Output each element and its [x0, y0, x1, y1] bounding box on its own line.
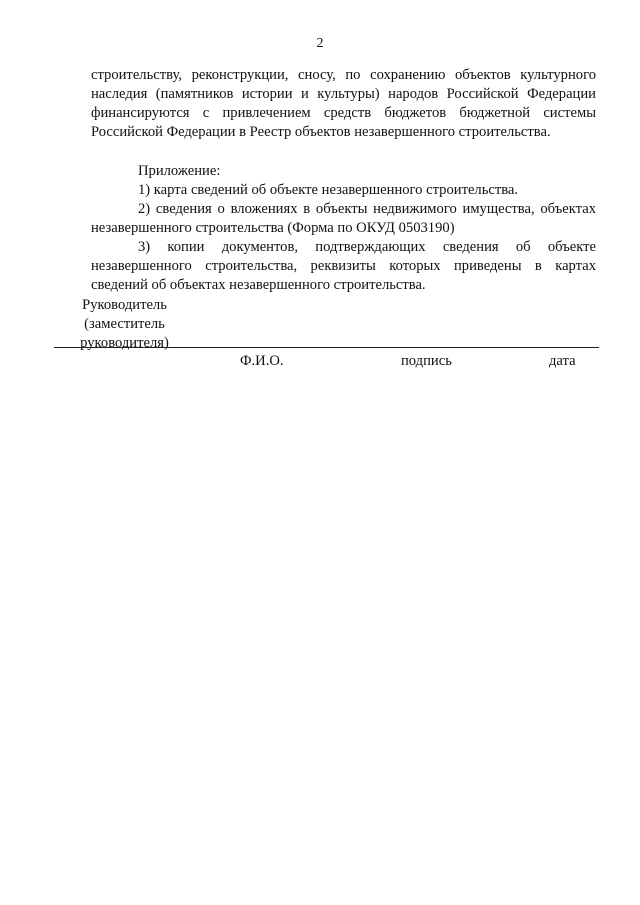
- date-caption: дата: [549, 353, 576, 369]
- signatory-role: [73, 296, 176, 353]
- attachments-heading: Приложение:: [138, 163, 221, 179]
- intro-paragraph: строительству, реконструкции, сносу, по сохранению объектов культурного наследия (памятников истории и культуры) народов Российской Федерации финансируются с привлечением средств бюджетов бюджетной системы Российской Федерации в Реестр объектов незавершенного строительства.: [91, 67, 596, 140]
- signatory-role-line: (заместитель: [84, 316, 165, 332]
- page-number: 2: [316, 36, 324, 51]
- signatory-role-line: Руководитель: [82, 297, 167, 313]
- document-body: [91, 66, 596, 295]
- attachments-section: [91, 162, 596, 295]
- fio-caption: Ф.И.О.: [240, 353, 284, 369]
- signatory-role-line: руководителя): [80, 335, 169, 351]
- signature-line: [54, 347, 599, 348]
- attachment-item: 3) копии документов, подтверждающих сведения об объекте незавершенного строительства, реквизиты которых приведены в картах сведений об объектах незавершенного строительства.: [91, 239, 596, 293]
- attachment-item: 1) карта сведений об объекте незавершенного строительства.: [138, 182, 519, 198]
- attachment-item: 2) сведения о вложениях в объекты недвижимого имущества, объектах незавершенного строительства (Форма по ОКУД 0503190): [91, 201, 596, 236]
- signature-caption: подпись: [401, 353, 452, 369]
